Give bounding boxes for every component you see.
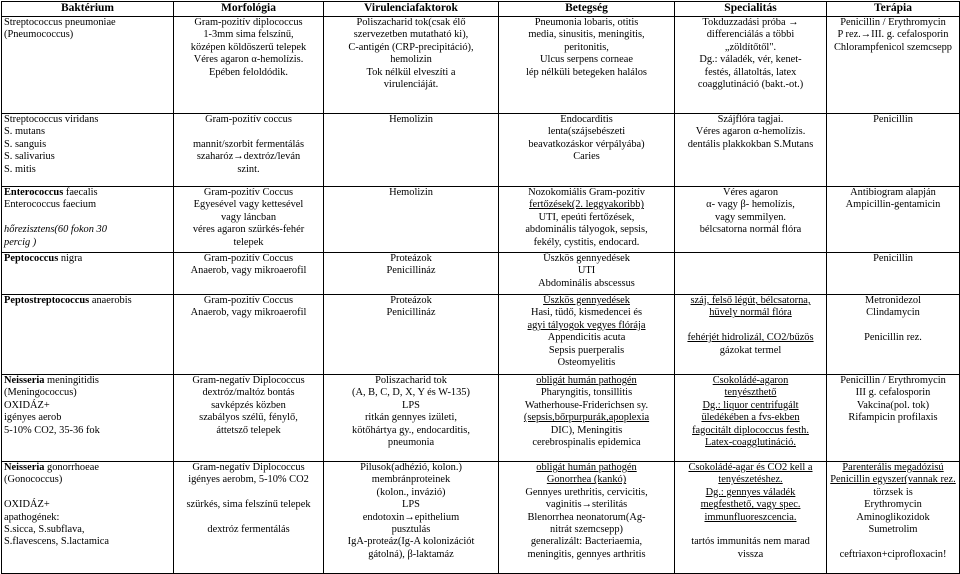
cell-line: Gram-negatív Diplococcus <box>192 462 305 473</box>
cell-line: S.sicca, S.subflava, <box>4 524 85 536</box>
bacteria-table <box>1 1 960 574</box>
cell-line: Erythromycin <box>864 499 922 511</box>
cell-line: virulenciáját. <box>383 79 439 91</box>
cell-morfologia <box>174 187 324 253</box>
cell-line: nitrát szemcsepp) <box>550 524 623 536</box>
cell-bakterium <box>2 114 174 187</box>
cell-line: Gram-pozitív diplococcus <box>194 17 303 28</box>
cell-line: Caries <box>573 151 600 163</box>
cell-line <box>4 212 171 224</box>
cell-line: differenciálás a többi <box>706 29 795 41</box>
cell-line: Pilusok(adhézió, kolon.) <box>360 462 462 473</box>
cell-line: lenta(szájsebészeti <box>547 126 626 138</box>
cell-line: beavatkozáskor vérpályába) <box>528 138 645 150</box>
cell-line: szaharóz→dextróz/leván <box>196 151 301 163</box>
cell-line: pusztulás <box>391 524 431 536</box>
cell-line: Penicillináz <box>386 265 436 277</box>
cell-line: Osteomyelitis <box>557 357 616 369</box>
cell-line: endotoxin→epithelium <box>362 511 460 523</box>
cell-line: hüvely normál flóra <box>709 307 792 319</box>
cell-line: Penicillin <box>873 253 913 264</box>
cell-line: szervezetben mutatható ki), <box>353 29 469 41</box>
cell-betegseg <box>499 17 675 114</box>
table-row <box>2 114 960 187</box>
cell-morfologia <box>174 295 324 375</box>
cell-line: LPS <box>402 499 420 511</box>
cell-virulencia <box>324 17 499 114</box>
cell-line: savképzés közben <box>211 399 286 411</box>
cell-line <box>677 524 824 536</box>
cell-line: Anaerob, vagy mikroaerofil <box>190 265 307 277</box>
cell-line: megfesthető, vagy spec. <box>700 499 801 511</box>
cell-line: vissza <box>737 548 764 560</box>
cell-virulencia <box>324 253 499 295</box>
cell-line: Tok nélkül elveszíti a <box>366 66 456 78</box>
cell-line: Neisseria meningitidis <box>4 375 99 386</box>
cell-line: Proteázok <box>390 253 432 264</box>
cell-line: szint. <box>237 163 260 175</box>
cell-line: α- vagy β- hemolízis, <box>706 199 795 211</box>
cell-line: Gram-pozitív Coccus <box>203 187 294 198</box>
cell-line: Hemolizin <box>389 187 433 198</box>
cell-terapia <box>827 17 960 114</box>
header-morfologia: Morfológia <box>174 2 324 17</box>
cell-line: gátolná), β-laktamáz <box>368 548 454 560</box>
cell-betegseg <box>499 253 675 295</box>
cell-bakterium <box>2 295 174 375</box>
cell-line: Véres agaron α-hemolízis. <box>695 126 806 138</box>
header-virulenciafaktorok: Virulenciafaktorok <box>324 2 499 17</box>
cell-line: Dg.: váladék, vér, kenet- <box>699 54 802 66</box>
cell-line: Rifampicin profilaxis <box>848 412 938 424</box>
cell-line: percig ) <box>4 236 37 248</box>
cell-line: IgA-proteáz(Ig-A kolonizációt <box>347 536 475 548</box>
cell-line: Penicillin egyszer(vannak rez. <box>830 474 956 486</box>
cell-line: Peptostreptococcus anaerobis <box>4 295 132 306</box>
cell-line: peritonitis, <box>564 41 609 53</box>
cell-line: mannit/szorbit fermentálás <box>192 138 305 150</box>
cell-line: Gonorrhea (kankó) <box>546 474 627 486</box>
cell-line: Ampicillin-gentamicin <box>845 199 941 211</box>
table-row <box>2 17 960 114</box>
cell-specialitas <box>675 114 827 187</box>
cell-morfologia <box>174 253 324 295</box>
header-row <box>2 2 960 17</box>
cell-line: véres agaron szürkés-fehér <box>192 224 305 236</box>
cell-line: Szájflóra tagjai. <box>717 114 784 125</box>
cell-line: Üszkös gennyedések <box>543 253 630 264</box>
table-row <box>2 187 960 253</box>
cell-line: Hasi, tüdő, kismedencei és <box>530 307 643 319</box>
cell-specialitas <box>675 375 827 462</box>
cell-specialitas <box>675 17 827 114</box>
cell-line: Neisseria gonorrhoeae <box>4 462 99 473</box>
cell-line: (Pneumococcus) <box>4 29 74 41</box>
cell-line: immunfluoreszcencia. <box>704 511 797 523</box>
cell-line: Csokoládé-agar és CO2 kell a <box>688 462 813 473</box>
cell-line: P rez.→III. g. cefalosporin <box>837 29 949 41</box>
cell-line: Poliszacharid tok(csak élő <box>356 17 466 28</box>
cell-line: UTI <box>577 265 596 277</box>
table-row <box>2 295 960 375</box>
cell-line: dextróz/maltóz bontás <box>202 387 295 399</box>
cell-morfologia <box>174 375 324 462</box>
cell-line: Penicillin <box>873 114 913 125</box>
cell-line: Gram-pozitív Coccus <box>203 295 294 306</box>
header-terapia: Terápia <box>827 2 960 17</box>
cell-line <box>829 536 957 548</box>
cell-line: 1-3mm sima felszínű, <box>203 29 294 41</box>
cell-line: vaginitis→sterilitás <box>545 499 628 511</box>
cell-line: (Gonococcus) <box>4 474 63 486</box>
cell-line: törzsek is <box>873 486 913 498</box>
cell-line: obligát humán pathogén <box>536 462 637 473</box>
cell-line: Poliszacharid tok <box>375 375 447 386</box>
cell-betegseg <box>499 114 675 187</box>
cell-line: (sepsis,bőrpurpurák,apoplexia <box>523 412 650 424</box>
cell-line: Dg.: gennyes váladék <box>705 486 796 498</box>
cell-line: Ulcus serpens corneae <box>540 54 633 66</box>
cell-line: száj, felső légút, bélcsatorna, <box>690 295 811 306</box>
cell-line <box>176 512 321 524</box>
cell-line: Pneumonia lobaris, otitis <box>534 17 639 28</box>
cell-line: Egyesével vagy kettesével <box>193 199 304 211</box>
cell-terapia <box>827 295 960 375</box>
cell-line: Aminoglikozidok <box>856 511 930 523</box>
cell-line: Epében feloldódik. <box>208 66 289 78</box>
cell-line: Chlorampfenicol szemcsepp <box>833 41 952 53</box>
cell-line: igényes aerob <box>4 412 62 424</box>
cell-line: fagocitált diplococcus festh. <box>692 424 809 436</box>
cell-betegseg <box>499 295 675 375</box>
table-row <box>2 253 960 295</box>
cell-line: igényes aerobm, 5-10% CO2 <box>188 474 309 486</box>
table-row <box>2 462 960 574</box>
cell-line: Vakcina(pol. tok) <box>856 399 930 411</box>
cell-line <box>176 126 321 138</box>
cell-line: Gram-pozitív Coccus <box>203 253 294 264</box>
cell-line: dentális plakkokban S.Mutans <box>687 138 814 150</box>
cell-line: Anaerob, vagy mikroaerofil <box>190 307 307 319</box>
cell-line: vagy semmilyen. <box>715 211 786 223</box>
cell-line: obligát humán pathogén <box>536 375 637 386</box>
header-specialitas: Specialitás <box>675 2 827 17</box>
cell-line: tartós immunitás nem marad <box>691 536 810 548</box>
cell-line: Sumetrolim <box>868 524 918 536</box>
cell-line: fertőzések(2. leggyakoribb) <box>529 199 644 211</box>
cell-line <box>829 320 957 332</box>
cell-line: (kolon., invázió) <box>376 486 446 498</box>
cell-betegseg <box>499 187 675 253</box>
cell-line <box>4 487 171 499</box>
cell-virulencia <box>324 462 499 574</box>
cell-line: telepek <box>233 236 264 248</box>
cell-line: Véres agaron <box>722 187 779 198</box>
cell-line: Watherhouse-Friderichsen sy. <box>524 399 649 411</box>
cell-line: Abdominális abscessus <box>538 277 635 289</box>
cell-line: Streptococcus viridans <box>4 114 99 125</box>
cell-line: Sepsis puerperalis <box>548 344 625 356</box>
cell-line: generalizált: Bacteriaemia, <box>530 536 643 548</box>
cell-line: Penicillin rez. <box>864 332 922 344</box>
cell-line: 5-10% CO2, 35-36 fok <box>4 424 100 436</box>
cell-line: vagy láncban <box>220 211 277 223</box>
cell-line: ritkán gennyes izületi, <box>364 412 458 424</box>
cell-terapia <box>827 253 960 295</box>
cell-line: Dg.: liquor centrifugált <box>702 399 799 411</box>
cell-line <box>677 253 824 265</box>
cell-line: III g. cefalosporin <box>855 387 931 399</box>
cell-line: tenyészetéshez. <box>718 474 783 486</box>
cell-line: Latex-coagglutináció. <box>705 437 796 449</box>
cell-line: Penicillináz <box>386 307 436 319</box>
cell-line: hőrezisztens(60 fokon 30 <box>4 224 107 236</box>
cell-line: Pharyngitis, tonsillitis <box>540 387 633 399</box>
cell-bakterium <box>2 462 174 574</box>
cell-line: UTI, epeúti fertőzések, <box>538 211 635 223</box>
cell-line: hemolizin <box>390 54 432 66</box>
cell-specialitas <box>675 253 827 295</box>
cell-line: S. salivarius <box>4 151 55 163</box>
cell-line: S. sanguis <box>4 138 47 150</box>
cell-line: pneumonia <box>387 437 435 449</box>
cell-line: áttetsző telepek <box>216 424 281 436</box>
cell-line: OXIDÁZ+ <box>4 499 50 511</box>
header-bakterium: Baktérium <box>2 2 174 17</box>
cell-line: Hemolizin <box>389 114 433 125</box>
header-betegseg: Betegség <box>499 2 675 17</box>
cell-line: C-antigén (CRP-precipitáció), <box>348 41 474 53</box>
cell-line: festés, állatoltás, latex <box>704 66 797 78</box>
cell-line: S. mutans <box>4 126 45 138</box>
cell-line: Csokoládé-agaron <box>712 375 789 386</box>
cell-line: media, sinusitis, meningitis, <box>528 29 645 41</box>
cell-line: coagglutináció (bakt.-ot.) <box>697 79 804 91</box>
cell-betegseg <box>499 375 675 462</box>
cell-line: Parenterális megadózisú <box>842 462 944 473</box>
cell-betegseg <box>499 462 675 574</box>
cell-line: tenyészthető <box>724 387 777 399</box>
cell-line: üledékében a fvs-ekben <box>701 412 800 424</box>
cell-line: Peptococcus nigra <box>4 253 83 264</box>
cell-terapia <box>827 114 960 187</box>
cell-line <box>677 320 824 332</box>
cell-line: gázokat termel <box>719 344 782 356</box>
cell-line: abdominális tályogok, sepsis, <box>525 224 648 236</box>
cell-line: Clindamycin <box>866 307 920 319</box>
cell-line: Penicillin / Erythromycin <box>840 17 946 28</box>
cell-specialitas <box>675 187 827 253</box>
cell-line: (A, B, C, D, X, Y és W-135) <box>352 387 470 399</box>
cell-line: Véres agaron α-hemolízis. <box>193 54 304 66</box>
cell-line: fehérjét hidrolizál, CO2/bűzös <box>687 332 814 344</box>
cell-line: membránproteinek <box>371 474 451 486</box>
cell-line: ceftriaxon+ciprofloxacin! <box>839 548 947 560</box>
cell-specialitas <box>675 462 827 574</box>
cell-terapia <box>827 462 960 574</box>
cell-bakterium <box>2 17 174 114</box>
cell-line: Proteázok <box>390 295 432 306</box>
cell-line: Endocarditis <box>560 114 613 125</box>
cell-virulencia <box>324 187 499 253</box>
cell-line: Appendicitis acuta <box>547 332 626 344</box>
table-row <box>2 375 960 462</box>
cell-line: agyi tályogok vegyes flórája <box>527 319 646 331</box>
cell-specialitas <box>675 295 827 375</box>
cell-line: Blenorrhea neonatorum(Ag- <box>527 511 646 523</box>
cell-morfologia <box>174 462 324 574</box>
cell-line: Metronidezol <box>865 295 921 306</box>
cell-virulencia <box>324 375 499 462</box>
cell-line: LPS <box>402 399 420 411</box>
cell-virulencia <box>324 295 499 375</box>
cell-line: meningitis, gennyes arthritis <box>527 548 646 560</box>
cell-line: S.flavescens, S.lactamica <box>4 536 110 548</box>
cell-morfologia <box>174 114 324 187</box>
cell-line: Streptococcus pneumoniae <box>4 17 116 28</box>
cell-line: OXIDÁZ+ <box>4 399 50 411</box>
cell-line: szabályos szélű, fénylő, <box>199 412 298 424</box>
cell-terapia <box>827 375 960 462</box>
cell-line: Nozokomiális Gram-pozitív <box>528 187 645 198</box>
cell-line: Gram-pozitív coccus <box>205 114 292 125</box>
cell-line: lép nélküli betegeken halálos <box>526 66 647 78</box>
cell-bakterium <box>2 187 174 253</box>
cell-line: dextróz fermentálás <box>207 524 290 535</box>
cell-line: Enterococcus faecalis <box>4 187 98 198</box>
cell-line <box>176 487 321 499</box>
cell-line: apathogének: <box>4 511 60 523</box>
cell-line: Gram-negatív Diplococcus <box>192 375 305 386</box>
cell-virulencia <box>324 114 499 187</box>
cell-line: S. mitis <box>4 163 36 175</box>
cell-line: szürkés, sima felszínű telepek <box>186 499 311 511</box>
cell-line: kötőhártya gy., endocarditis, <box>352 424 470 436</box>
cell-line: középen köldöszerű telepek <box>190 41 307 53</box>
cell-line: fekély, cystitis, endocard. <box>533 236 640 248</box>
cell-bakterium <box>2 253 174 295</box>
cell-line: „zöldítőtől". <box>724 41 777 53</box>
cell-line: Antibiogram alapján <box>850 187 936 198</box>
cell-line: cerebrospinalis epidemica <box>532 437 641 449</box>
cell-line: (Meningococcus) <box>4 387 77 399</box>
cell-line: Tokduzzadási próba → <box>702 17 799 28</box>
cell-terapia <box>827 187 960 253</box>
cell-line: Üszkös gennyedések <box>543 295 630 306</box>
cell-morfologia <box>174 17 324 114</box>
cell-line: DIC), Meningitis <box>550 424 623 436</box>
cell-line: Enterococcus faecium <box>4 199 97 211</box>
cell-line: Penicillin / Erythromycin <box>840 375 946 386</box>
table-body <box>2 17 960 574</box>
cell-bakterium <box>2 375 174 462</box>
cell-line: bélcsatorna normál flóra <box>699 224 802 236</box>
cell-line: Gennyes urethritis, cervicitis, <box>525 486 648 498</box>
